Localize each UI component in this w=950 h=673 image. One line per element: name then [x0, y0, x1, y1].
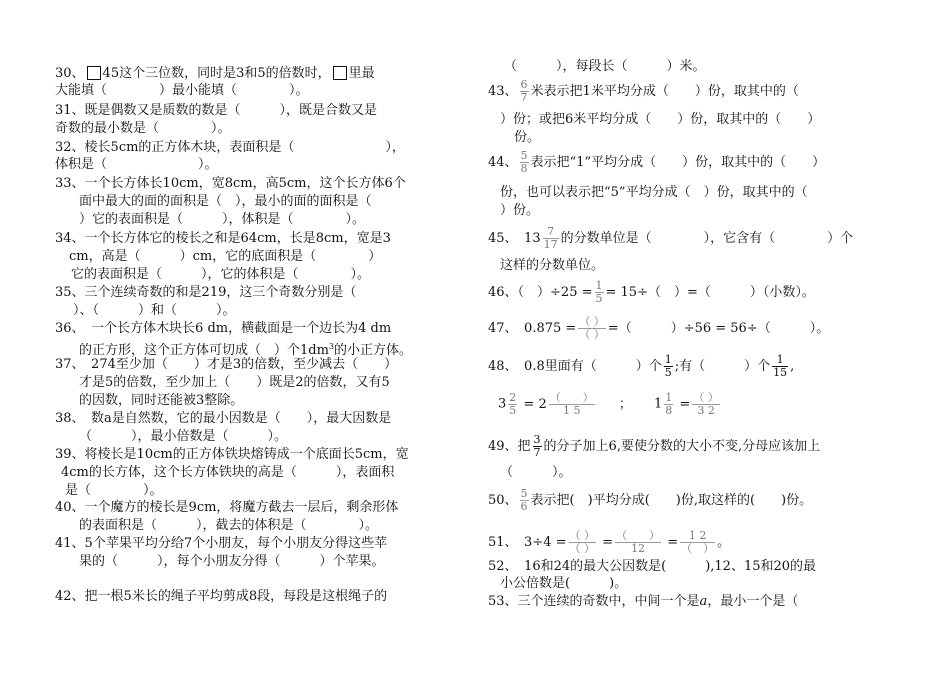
q41-line1: 41、5个苹果平均分给7个小朋友，每个小朋友分得这些苹 — [55, 536, 388, 551]
q35-line1: 35、三个连续奇数的和是219，这三个奇数分别是（ — [55, 285, 357, 300]
fraction: $\frac{1}{5}$ — [664, 353, 672, 379]
fraction: $\frac{7}{17}$ — [543, 225, 558, 251]
q50-line: 50、 $\frac{5}{6}$ 表示把( )平均分成( )份,取这样的( )份。 — [488, 487, 813, 513]
fraction-blank: $\frac{1 2}{( )}$ — [681, 529, 715, 555]
fraction: $\frac{5}{8}$ — [520, 149, 528, 175]
mixed-number: 3 $\frac{2}{5}$ — [498, 391, 517, 417]
q44-line2: 份，也可以表示把“5”平均分成（ ）份，取其中的（ — [500, 185, 808, 200]
q37-line2: 才是5的倍数，至少加上（ ）既是2的倍数，又有5 — [79, 375, 390, 390]
q39-line1: 39、将棱长是10cm的正方体铁块熔铸成一个底面长5cm，宽 — [55, 447, 409, 462]
q34-line1: 34、一个长方体它的棱长之和是64cm，长是8cm，宽是3 — [55, 231, 391, 246]
q46-line: 46、（ ）÷25 = $\frac{1}{5}$ = 15÷（ ）=（ ）（小数）。 — [488, 279, 815, 305]
fraction-blank: $\frac{( )}{12}$ — [616, 529, 661, 555]
mixed-number: 1 $\frac{1}{8}$ — [654, 391, 673, 417]
q32-line1: 32、棱长5cm的正方体木块，表面积是（ ）， — [55, 140, 405, 155]
fraction-blank: $\frac{( )}{( )}$ — [569, 529, 596, 555]
q30-line1: 30、 45这个三位数，同时是3和5的倍数时， 里最 — [55, 66, 375, 81]
q39-line2: 4cm的长方体，这个长方体铁块的高是（ ），表面积 — [61, 465, 395, 480]
q42-continuation: （ ），每段长（ ）米。 — [504, 59, 706, 74]
q37-line3: 的因数，同时还能被3整除。 — [79, 393, 244, 408]
q43-line3: 份。 — [514, 130, 541, 145]
q38-line1: 38、 数a是自然数，它的最小因数是（ ），最大因数是 — [55, 411, 392, 426]
fraction-blank: $\frac{( )}{( )}$ — [579, 315, 605, 341]
q30-number: 30、 — [55, 66, 85, 81]
q44-line1: 44、 $\frac{5}{8}$ 表示把“1”平均分成（ ）份，取其中的（ ） — [488, 149, 826, 175]
q36-line2: 的正方形，这个正方体可切成（ ）个$1dm^3$的小正方体。 — [79, 342, 413, 358]
answer-box — [87, 66, 101, 80]
q48-line1: 48、 0.8里面有（ ）个 $\frac{1}{5}$ ;有（ ）个 $\frac{1}{15}$ , — [488, 353, 795, 379]
answer-box — [333, 66, 347, 80]
q43-line1: 43、 $\frac{6}{7}$ 米表示把1米平均分成（ ）份，取其中的（ — [488, 78, 799, 104]
q34-line2: cm，高是（ ）cm，它的底面积是（ ） — [69, 249, 382, 264]
q51-line: 51、 3÷4 = $\frac{( )}{( )}$ = $\frac{( )}{12}$ = $\frac{1 2}{( )}$ 。 — [488, 529, 731, 555]
q44-line3: ）份。 — [500, 203, 540, 218]
q52-line2: 小公倍数是( )。 — [500, 576, 628, 591]
fraction: $\frac{1}{5}$ — [595, 279, 603, 305]
q53-line1: 53、三个连续的奇数中，中间一个是a，最小一个是（ — [488, 594, 799, 609]
q47-line: 47、 0.875 = $\frac{( )}{( )}$ =（ ）÷56 = 56÷（ ）。 — [488, 315, 830, 341]
fraction: $\frac{3}{7}$ — [533, 433, 541, 459]
q34-line3: 它的表面积是（ ），它的体积是（ ）。 — [71, 267, 371, 282]
q40-line1: 40、一个魔方的棱长是9cm，将魔方截去一层后，剩余形体 — [55, 500, 399, 515]
q32-line2: 体积是（ ）。 — [55, 157, 218, 172]
q38-line2: （ ），最小倍数是（ ）。 — [79, 429, 288, 444]
q30-line2: 大能填（ ）最小能填（ ）。 — [55, 83, 309, 98]
fraction-blank: $\frac{( )}{1 5}$ — [549, 391, 594, 417]
fraction: $\frac{5}{6}$ — [520, 487, 528, 513]
q49-line1: 49、把 $\frac{3}{7}$ 的分子加上6,要使分数的大小不变,分母应该加上 — [488, 433, 821, 459]
q48-line2: 3 $\frac{2}{5}$ = 2 $\frac{( )}{1 5}$ ； 1 $\frac{1}{8}$ = $\frac{( )}{3 2}$ — [498, 391, 719, 417]
q31-line1: 31、既是偶数又是质数的数是（ ），既是合数又是 — [55, 103, 378, 118]
q45-line1: 45、 13 $\frac{7}{17}$ 的分数单位是（ ），它含有（ ）个 — [488, 225, 854, 251]
q35-line2: ）、（ ）和（ ）。 — [73, 303, 236, 318]
q36-line1: 36、 一个长方体木块长6 dm，横截面是一个边长为4 dm — [55, 321, 392, 336]
q42-line1: 42、把一根5米长的绳子平均剪成8段，每段是这根绳子的 — [55, 589, 388, 604]
q31-line2: 奇数的最小数是（ ）。 — [55, 121, 231, 136]
q49-line2: （ ）。 — [500, 465, 572, 480]
fraction: $\frac{6}{7}$ — [520, 78, 528, 104]
q33-line2: 面中最大的面的面积是（ ），最小的面的面积是（ — [79, 194, 372, 209]
q43-line2: ）份；或把6米平均分成（ ）份，取其中的（ ） — [500, 112, 821, 127]
q33-line1: 33、一个长方体长10cm，宽8cm，高5cm，这个长方体6个 — [55, 176, 406, 191]
q33-line3: ）它的表面积是（ ），体积是（ ）。 — [79, 212, 366, 227]
q39-line3: 是（ ）。 — [65, 483, 163, 498]
fraction-blank: $\frac{( )}{3 2}$ — [693, 391, 719, 417]
q41-line2: 果的（ ），每个小朋友分得（ ）个苹果。 — [79, 554, 385, 569]
q40-line2: 的表面积是（ ），截去的体积是（ ）。 — [79, 518, 379, 533]
q45-line2: 这样的分数单位。 — [500, 258, 605, 273]
q37-line1: 37、 274至少加（ ）才是3的倍数，至少减去（ ） — [55, 357, 398, 372]
fraction: $\frac{1}{15}$ — [773, 353, 788, 379]
q52-line1: 52、 16和24的最大公因数是( ),12、15和20的最 — [488, 559, 817, 574]
